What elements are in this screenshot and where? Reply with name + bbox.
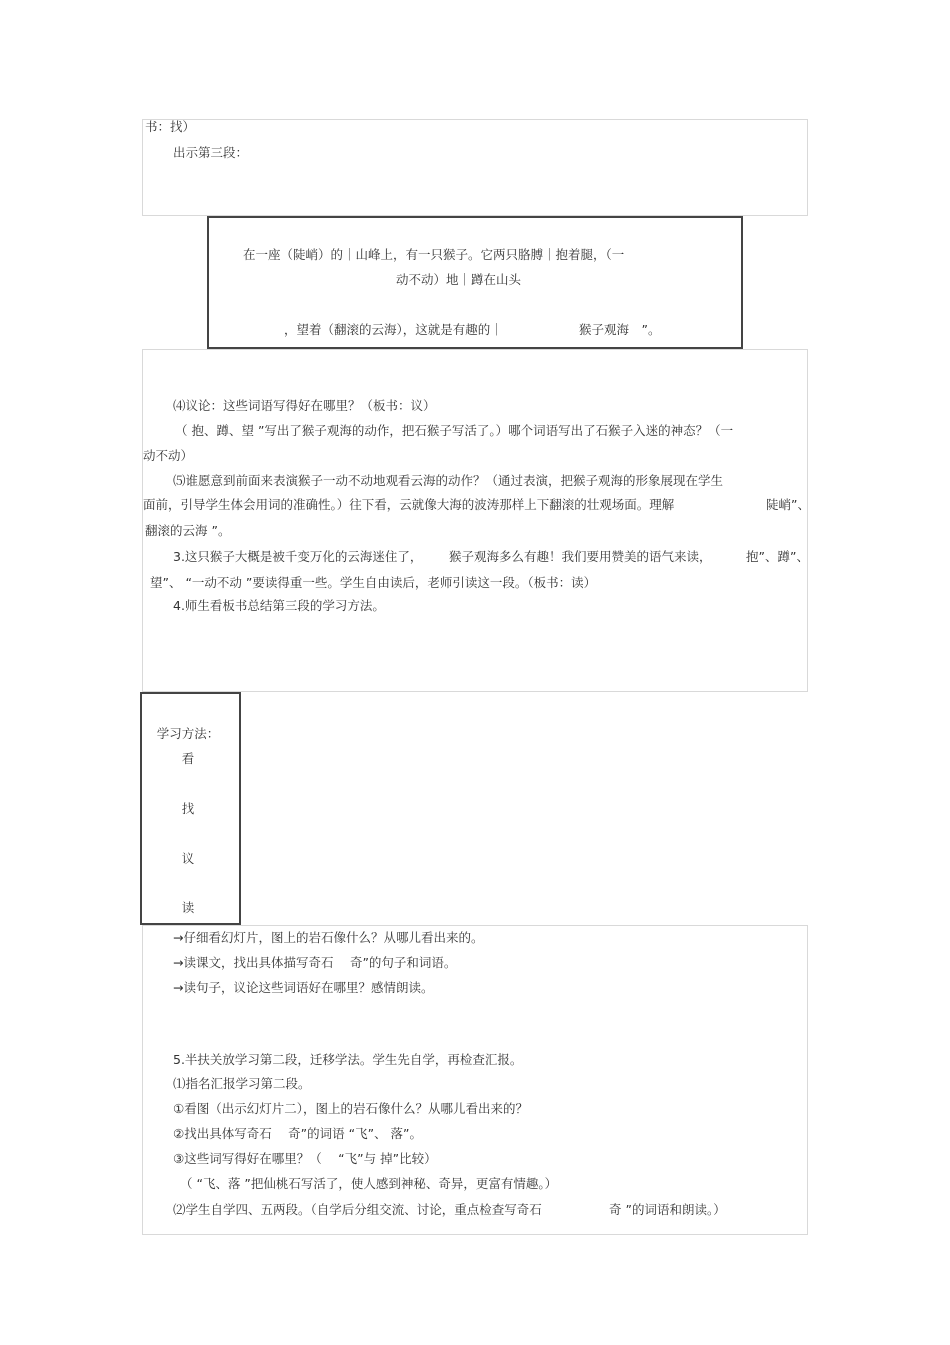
- method-find: 找: [181, 801, 195, 816]
- point3-part-3: 抱”、蹲”、: [746, 549, 809, 564]
- perform-line-2: 面前，引导学生体会用词的准确性。）往下看，云就像大海的波涛那样上下翻滚的壮观场面。理解: [143, 497, 675, 512]
- perform-line-2-end: 陡峭”、: [766, 497, 810, 512]
- point4-line: 4.师生看板书总结第三段的学习方法。: [173, 598, 385, 613]
- answer-line-1: （ 抱、蹲、望 ”写出了猴子观海的动作，把石猴子写活了。）哪个词语写出了石猴子入迷的神态？（一: [175, 423, 734, 438]
- point3-part-2: 猴子观海多么有趣！我们要用赞美的语气来读，: [449, 549, 712, 564]
- passage-line-3b: 猴子观海 ”。: [579, 322, 661, 337]
- method-discuss: 议: [181, 851, 195, 866]
- point3-part-1: 3.这只猴子大概是被千变万化的云海迷住了，: [173, 549, 423, 564]
- report-step-1: ①看图（出示幻灯片二），图上的岩石像什么？从哪儿看出来的？: [173, 1101, 528, 1116]
- top-frame: [142, 119, 808, 216]
- step-discuss: →读句子，议论这些词语好在哪里？感情朗读。: [173, 980, 434, 995]
- discussion-line: ⑷议论：这些词语写得好在哪里？（板书：议）: [173, 398, 436, 413]
- report-line: ⑴指名汇报学习第二段。: [173, 1076, 311, 1091]
- perform-line-3: 翻滚的云海 ”。: [145, 523, 231, 538]
- report-step-2: ②找出具体写奇石 奇”的词语 “飞”、 落”。: [173, 1126, 423, 1141]
- report-answer: （ “飞、落 ”把仙桃石写活了，使人感到神秘、奇异，更富有情趣。）: [180, 1176, 558, 1191]
- top-line-1: 书：找）: [145, 119, 196, 134]
- point5-line: 5.半扶关放学习第二段，迁移学法。学生先自学，再检查汇报。: [173, 1052, 523, 1067]
- perform-line-1: ⑸谁愿意到前面来表演猴子一动不动地观看云海的动作？（通过表演，把猴子观海的形象展现在学生: [173, 473, 724, 488]
- report-step-3: ③这些词写得好在哪里？（ “飞”与 掉”比较）: [173, 1151, 437, 1166]
- top-line-2: 出示第三段：: [173, 145, 249, 160]
- passage-line-2: 动不动）地｜蹲在山头: [396, 272, 522, 287]
- method-look: 看: [181, 751, 195, 766]
- method-read: 读: [181, 900, 195, 915]
- point3-line-2: 望”、 “一动不动 ”要读得重一些。学生自由读后，老师引读这一段。（板书：读）: [150, 575, 597, 590]
- self-study-part-2: 奇 ”的词语和朗读。）: [609, 1202, 726, 1217]
- passage-line-1: 在一座（陡峭）的｜山峰上，有一只猴子。它两只胳膊｜抱着腿，（一: [243, 247, 625, 262]
- answer-line-2: 动不动）: [143, 448, 194, 463]
- self-study-part-1: ⑵学生自学四、五两段。（自学后分组交流、讨论，重点检查写奇石: [173, 1202, 542, 1217]
- methods-title: 学习方法：: [156, 726, 220, 741]
- passage-line-3a: ，望着（翻滚的云海），这就是有趣的｜: [284, 322, 503, 337]
- step-find: →读课文，找出具体描写奇石 奇”的句子和词语。: [173, 955, 457, 970]
- step-look: →仔细看幻灯片，图上的岩石像什么？从哪儿看出来的。: [173, 930, 484, 945]
